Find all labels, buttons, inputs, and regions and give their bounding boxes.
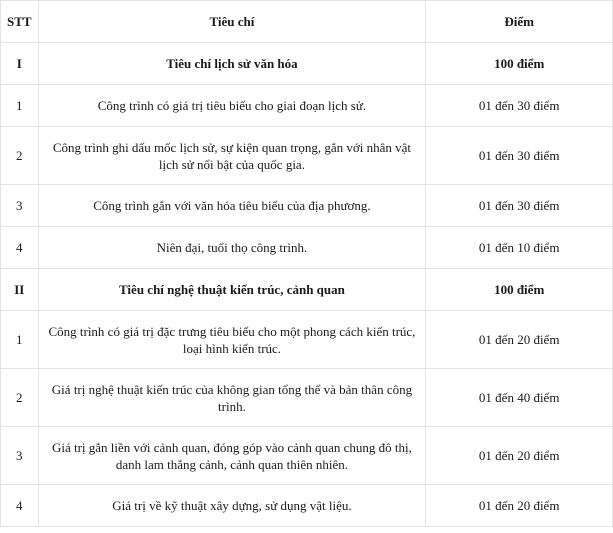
group-title: Tiêu chí lịch sử văn hóa <box>38 43 426 85</box>
group-row <box>1 43 613 85</box>
row-criterion: Giá trị về kỹ thuật xây dựng, sử dụng vật liệu. <box>38 485 426 527</box>
row-number: 2 <box>1 369 39 427</box>
row-number: 4 <box>1 485 39 527</box>
row-criterion: Giá trị gắn liền với cảnh quan, đóng góp vào cảnh quan chung đô thị, danh lam thắng cảnh, cảnh quan thiên nhiên. <box>38 427 426 485</box>
row-points: 01 đến 30 điểm <box>426 127 613 185</box>
table-row <box>1 369 613 427</box>
table-row <box>1 485 613 527</box>
group-number: I <box>1 43 39 85</box>
row-criterion: Công trình gắn với văn hóa tiêu biểu của địa phương. <box>38 185 426 227</box>
row-number: 1 <box>1 311 39 369</box>
table-header-row <box>1 1 613 43</box>
table-row <box>1 127 613 185</box>
row-number: 4 <box>1 227 39 269</box>
row-criterion: Niên đại, tuổi thọ công trình. <box>38 227 426 269</box>
row-number: 3 <box>1 427 39 485</box>
row-criterion: Công trình có giá trị đặc trưng tiêu biểu cho một phong cách kiến trúc, loại hình kiến trúc. <box>38 311 426 369</box>
header-criteria: Tiêu chí <box>38 1 426 43</box>
group-row <box>1 269 613 311</box>
table-row <box>1 427 613 485</box>
row-number: 3 <box>1 185 39 227</box>
group-number: II <box>1 269 39 311</box>
row-number: 2 <box>1 127 39 185</box>
table-row <box>1 311 613 369</box>
table-row <box>1 85 613 127</box>
row-number: 1 <box>1 85 39 127</box>
row-points: 01 đến 30 điểm <box>426 85 613 127</box>
row-points: 01 đến 30 điểm <box>426 185 613 227</box>
header-points: Điểm <box>426 1 613 43</box>
row-criterion: Công trình ghi dấu mốc lịch sử, sự kiện quan trọng, gắn với nhân vật lịch sử nổi bật của quốc gia. <box>38 127 426 185</box>
row-criterion: Giá trị nghệ thuật kiến trúc của không gian tổng thể và bản thân công trình. <box>38 369 426 427</box>
group-title: Tiêu chí nghệ thuật kiến trúc, cảnh quan <box>38 269 426 311</box>
row-criterion: Công trình có giá trị tiêu biểu cho giai đoạn lịch sử. <box>38 85 426 127</box>
table-row <box>1 185 613 227</box>
table-row <box>1 227 613 269</box>
group-points: 100 điểm <box>426 269 613 311</box>
row-points: 01 đến 20 điểm <box>426 427 613 485</box>
group-points: 100 điểm <box>426 43 613 85</box>
header-stt: STT <box>1 1 39 43</box>
row-points: 01 đến 20 điểm <box>426 485 613 527</box>
row-points: 01 đến 20 điểm <box>426 311 613 369</box>
row-points: 01 đến 40 điểm <box>426 369 613 427</box>
row-points: 01 đến 10 điểm <box>426 227 613 269</box>
